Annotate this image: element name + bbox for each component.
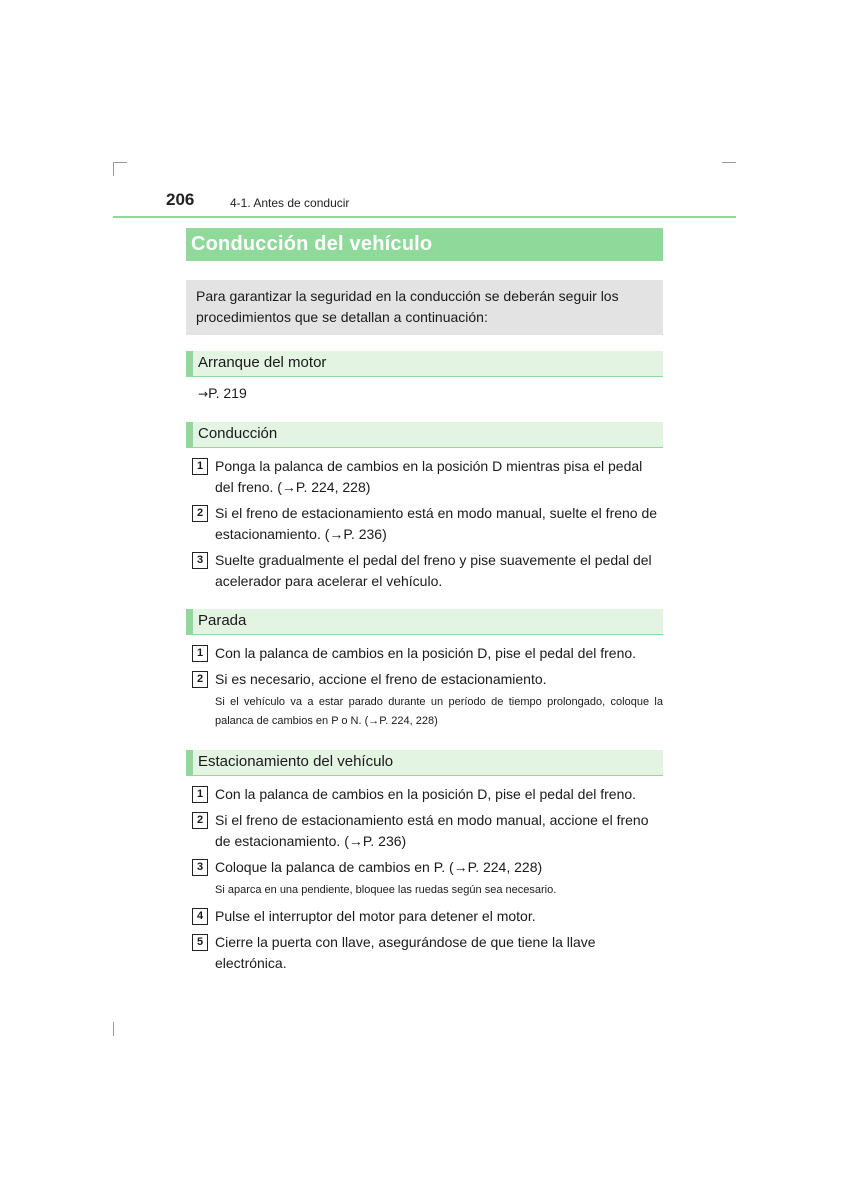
arranque-reference (186, 385, 663, 401)
list-item (186, 857, 663, 878)
step-text: Cierre la puerta con llave, asegurándose de que tiene la llave electrónica. (215, 934, 596, 971)
step-text: Con la palanca de cambios en la posición D, pise el pedal del freno. (215, 786, 637, 802)
list-item (186, 669, 663, 690)
page-title: Conducción del vehículo (186, 228, 663, 261)
step-text: Si el freno de estacionamiento está en modo manual, suelte el freno de estacionamiento. (→P. 236) (215, 505, 658, 542)
step-text: Ponga la palanca de cambios en la posición D mientras pisa el pedal del freno. (→P. 224, 228) (215, 458, 643, 495)
page-number: 206 (166, 190, 195, 209)
section-heading-arranque: Arranque del motor (186, 351, 663, 377)
step-text: Pulse el interruptor del motor para detener el motor. (215, 908, 536, 924)
step-text: Coloque la palanca de cambios en P. (→P. 224, 228) (215, 859, 543, 875)
step-number-badge: 2 (192, 671, 208, 688)
section-heading-parada: Parada (186, 609, 663, 635)
crop-mark-top-left-h (113, 162, 127, 163)
step-number-badge: 1 (192, 786, 208, 803)
crop-mark-top-left-v (113, 162, 114, 176)
parada-note: Si el vehículo va a estar parado durante un período de tiempo prolongado, coloque la palanca de cambios en P o N. (→P. 224, 228) (215, 696, 663, 727)
arranque-ref-text: P. 219 (208, 385, 247, 401)
intro-box: Para garantizar la seguridad en la conducción se deberán seguir los procedimientos que se detallan a continuación: (186, 280, 663, 335)
step-text: Suelte gradualmente el pedal del freno y pise suavemente el pedal del acelerador para acelerar el vehículo. (215, 552, 652, 589)
step-number-badge: 3 (192, 552, 208, 569)
chapter-label: 4-1. Antes de conducir (230, 196, 350, 210)
list-item (186, 810, 663, 852)
estacionamiento-steps (186, 784, 663, 974)
arrow-icon: → (198, 387, 209, 401)
step-number-badge: 1 (192, 645, 208, 662)
list-item (186, 906, 663, 927)
page-content (186, 228, 663, 979)
list-item (186, 932, 663, 974)
step-number-badge: 2 (192, 505, 208, 522)
step-number-badge: 5 (192, 934, 208, 951)
step-text: Con la palanca de cambios en la posición D, pise el pedal del freno. (215, 645, 637, 661)
parada-steps (186, 643, 663, 731)
section-heading-conduccion: Conducción (186, 422, 663, 448)
header-rule (113, 216, 736, 218)
list-item (186, 456, 663, 498)
list-item (186, 784, 663, 805)
step-text: Si el freno de estacionamiento está en modo manual, accione el freno de estacionamiento. (→P. 236) (215, 812, 649, 849)
list-item (186, 643, 663, 664)
step-text: Si es necesario, accione el freno de estacionamiento. (215, 671, 547, 687)
step-number-badge: 4 (192, 908, 208, 925)
crop-mark-bottom-left-v (113, 1022, 114, 1036)
list-item (186, 503, 663, 545)
estacionamiento-note: Si aparca en una pendiente, bloquee las ruedas según sea necesario. (215, 884, 557, 896)
list-item (186, 550, 663, 592)
step-number-badge: 3 (192, 859, 208, 876)
conduccion-steps (186, 456, 663, 592)
section-heading-estacionamiento: Estacionamiento del vehículo (186, 750, 663, 776)
crop-mark-top-right-h (722, 162, 736, 163)
step-number-badge: 2 (192, 812, 208, 829)
step-number-badge: 1 (192, 458, 208, 475)
